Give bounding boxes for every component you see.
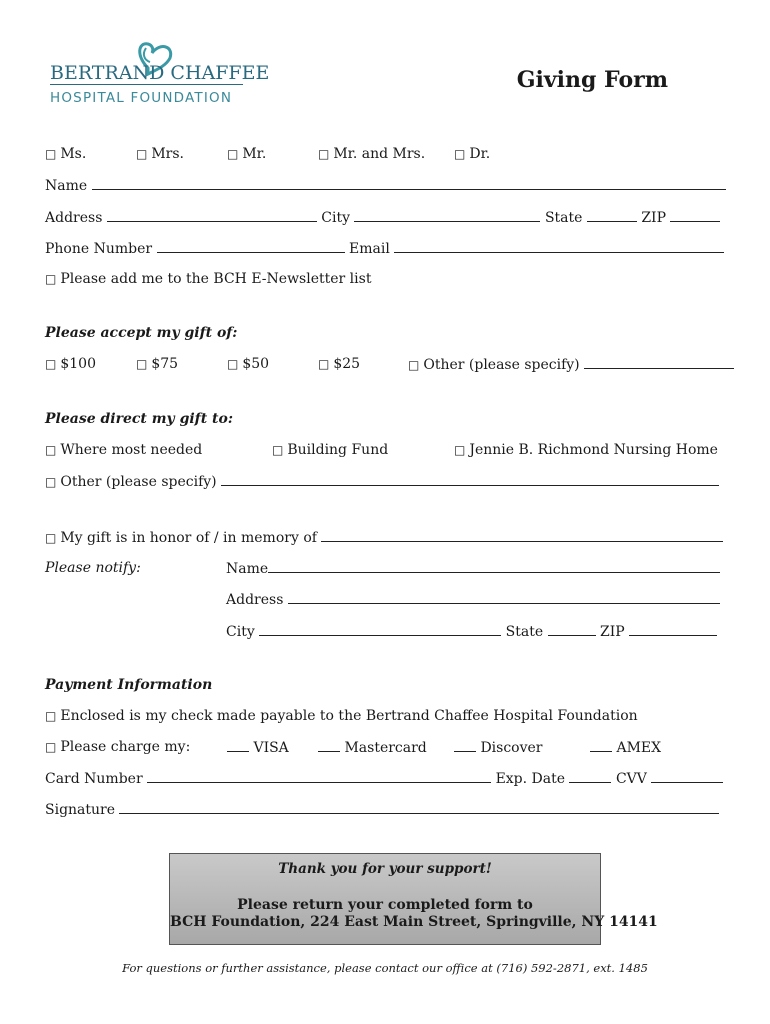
checkbox-icon[interactable]: □ — [408, 358, 420, 372]
logo-text-secondary: HOSPITAL FOUNDATION — [50, 90, 233, 106]
card-visa[interactable]: VISA — [227, 738, 289, 757]
salutation-mr-and-mrs[interactable]: □ Mr. and Mrs. — [318, 146, 426, 162]
state-field[interactable] — [587, 208, 637, 222]
zip-label: ZIP — [641, 210, 667, 226]
notify-zip-label: ZIP — [600, 624, 625, 640]
gift-amount-heading: Please accept my gift of: — [45, 325, 238, 341]
salutation-mrs[interactable]: □ Mrs. — [136, 146, 185, 162]
notify-city-label: City — [226, 624, 255, 640]
direction-other[interactable]: □ Other (please specify) — [45, 472, 719, 491]
card-mastercard[interactable]: Mastercard — [318, 738, 427, 757]
exp-date-field[interactable] — [569, 769, 611, 783]
name-label: Name — [45, 178, 88, 194]
checkbox-icon[interactable]: □ — [45, 357, 57, 371]
card-discover[interactable]: Discover — [454, 738, 543, 757]
card-number-label: Card Number — [45, 771, 143, 787]
salutation-dr[interactable]: □ Dr. — [454, 146, 491, 162]
card-discover-blank[interactable] — [454, 738, 476, 752]
card-amex-blank[interactable] — [590, 738, 612, 752]
thank-you-text: Thank you for your support! — [278, 861, 492, 877]
gift-option-100[interactable]: □ $100 — [45, 356, 96, 372]
notify-city-row — [226, 622, 717, 641]
exp-date-label: Exp. Date — [495, 771, 566, 787]
checkbox-icon[interactable]: □ — [45, 531, 57, 545]
email-field[interactable] — [394, 239, 724, 253]
checkbox-icon[interactable]: □ — [45, 147, 57, 161]
notify-address-field[interactable] — [288, 590, 720, 604]
name-field[interactable] — [92, 176, 726, 190]
checkbox-icon[interactable]: □ — [227, 147, 239, 161]
notify-address-label: Address — [226, 592, 284, 608]
state-label: State — [544, 210, 583, 226]
notify-city-field[interactable] — [259, 622, 501, 636]
payment-check-option[interactable]: □ Enclosed is my check made payable to the Bertrand Chaffee Hospital Foundation — [45, 708, 638, 724]
direction-most-needed[interactable]: □ Where most needed — [45, 442, 203, 458]
logo-divider — [50, 84, 243, 85]
card-number-row — [45, 769, 723, 788]
tribute-name-field[interactable] — [321, 528, 723, 542]
city-field[interactable] — [354, 208, 540, 222]
address-label: Address — [45, 210, 103, 226]
contact-name-row — [45, 176, 726, 195]
notify-label: Please notify: — [45, 560, 141, 576]
checkbox-icon[interactable]: □ — [45, 443, 57, 457]
form-title: Giving Form — [516, 67, 668, 93]
return-address: BCH Foundation, 224 East Main Street, Springville, NY 14141 — [170, 914, 658, 930]
email-label: Email — [349, 241, 390, 257]
gift-direction-heading: Please direct my gift to: — [45, 411, 234, 427]
checkbox-icon[interactable]: □ — [454, 147, 466, 161]
checkbox-icon[interactable]: □ — [272, 443, 284, 457]
card-mastercard-blank[interactable] — [318, 738, 340, 752]
gift-option-25[interactable]: □ $25 — [318, 356, 361, 372]
card-number-field[interactable] — [147, 769, 491, 783]
cvv-field[interactable] — [651, 769, 723, 783]
address-field[interactable] — [107, 208, 317, 222]
signature-field[interactable] — [119, 800, 719, 814]
salutation-mr[interactable]: □ Mr. — [227, 146, 267, 162]
contact-address-row — [45, 208, 720, 227]
checkbox-icon[interactable]: □ — [45, 740, 57, 754]
payment-heading: Payment Information — [45, 677, 213, 693]
direction-building-fund[interactable]: □ Building Fund — [272, 442, 389, 458]
signature-label: Signature — [45, 802, 116, 818]
signature-row — [45, 800, 719, 819]
city-label: City — [321, 210, 351, 226]
checkbox-icon[interactable]: □ — [454, 443, 466, 457]
direction-nursing-home[interactable]: □ Jennie B. Richmond Nursing Home — [454, 442, 718, 458]
newsletter-option[interactable]: □ Please add me to the BCH E-Newsletter list — [45, 271, 372, 287]
card-amex[interactable]: AMEX — [590, 738, 661, 757]
salutation-ms[interactable]: □ Ms. — [45, 146, 87, 162]
checkbox-icon[interactable]: □ — [227, 357, 239, 371]
checkbox-icon[interactable]: □ — [45, 709, 57, 723]
logo-text-primary: BERTRAND CHAFFEE — [50, 62, 270, 84]
checkbox-icon[interactable]: □ — [136, 147, 148, 161]
return-instructions-line1: Please return your completed form to — [237, 897, 533, 913]
checkbox-icon[interactable]: □ — [45, 475, 57, 489]
card-visa-blank[interactable] — [227, 738, 249, 752]
contact-phone-row — [45, 239, 724, 258]
notify-name-row — [226, 559, 720, 578]
notify-zip-field[interactable] — [629, 622, 717, 636]
notify-name-label: Name — [226, 561, 269, 577]
notify-state-label: State — [505, 624, 544, 640]
checkbox-icon[interactable]: □ — [318, 147, 330, 161]
zip-field[interactable] — [670, 208, 720, 222]
payment-charge-option[interactable]: □ Please charge my: — [45, 739, 191, 755]
tribute-row[interactable]: □ My gift is in honor of / in memory of — [45, 528, 723, 547]
checkbox-icon[interactable]: □ — [136, 357, 148, 371]
notify-state-field[interactable] — [548, 622, 596, 636]
gift-option-50[interactable]: □ $50 — [227, 356, 270, 372]
direction-other-field[interactable] — [221, 472, 719, 486]
gift-option-75[interactable]: □ $75 — [136, 356, 179, 372]
cvv-label: CVV — [615, 771, 647, 787]
notify-address-row — [226, 590, 720, 609]
checkbox-icon[interactable]: □ — [318, 357, 330, 371]
phone-label: Phone Number — [45, 241, 153, 257]
thank-you-box — [169, 853, 658, 945]
checkbox-icon[interactable]: □ — [45, 272, 57, 286]
contact-note: For questions or further assistance, please contact our office at (716) 592-2871, ext. 1485 — [122, 961, 648, 975]
gift-option-other[interactable]: □ Other (please specify) — [408, 355, 734, 374]
notify-name-field[interactable] — [268, 559, 720, 573]
gift-other-amount-field[interactable] — [584, 355, 734, 369]
phone-field[interactable] — [157, 239, 345, 253]
